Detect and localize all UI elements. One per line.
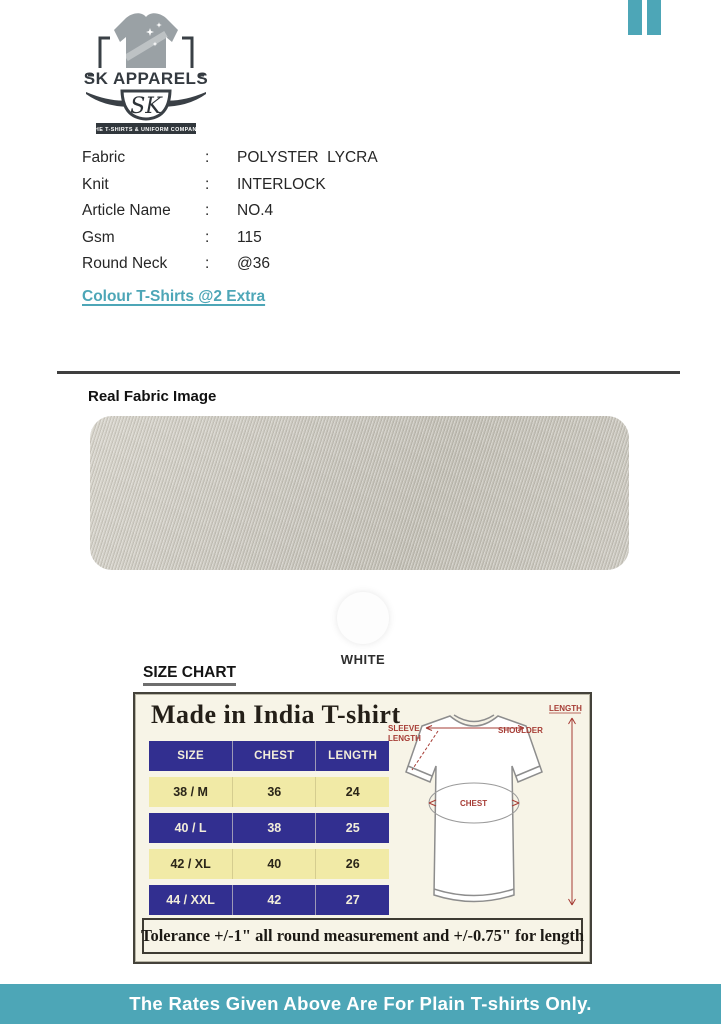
column-header-size: SIZE bbox=[177, 750, 204, 762]
detail-label: Round Neck bbox=[82, 255, 168, 272]
cell-chest: 40 bbox=[232, 849, 315, 879]
brand-monogram: SK bbox=[130, 94, 162, 119]
tshirt-outline-icon bbox=[406, 715, 542, 902]
fabric-section-heading: Real Fabric Image bbox=[88, 388, 217, 405]
size-chart-heading: SIZE CHART bbox=[143, 664, 236, 686]
cell-length: 27 bbox=[315, 885, 389, 915]
cell-length: 24 bbox=[315, 777, 389, 807]
table-row bbox=[149, 813, 389, 843]
footer-banner bbox=[0, 984, 721, 1024]
teal-bar-icon bbox=[628, 0, 642, 35]
section-divider bbox=[57, 371, 680, 374]
detail-label: Fabric bbox=[82, 149, 126, 166]
detail-value: NO.4 bbox=[237, 202, 274, 219]
colour-tshirts-link[interactable]: Colour T-Shirts @2 Extra bbox=[82, 288, 266, 305]
tolerance-note: Tolerance +/-1" all round measurement and +/-0.75" for length bbox=[142, 918, 583, 954]
teal-bar-icon bbox=[647, 0, 661, 35]
tshirt-measurement-diagram bbox=[386, 700, 586, 920]
detail-label: Gsm bbox=[82, 228, 115, 246]
length-label: LENGTH bbox=[549, 704, 582, 713]
column-header-chest: CHEST bbox=[232, 741, 315, 771]
cell-size: 40 / L bbox=[174, 821, 207, 835]
cell-chest: 42 bbox=[232, 885, 315, 915]
color-swatch-white bbox=[337, 592, 389, 644]
detail-separator: : bbox=[205, 228, 210, 246]
brand-logo-graphic bbox=[84, 6, 208, 136]
detail-label: Article Name bbox=[82, 202, 171, 219]
table-row bbox=[149, 777, 389, 807]
cell-chest: 38 bbox=[232, 813, 315, 843]
shoulder-label: SHOULDER bbox=[498, 726, 543, 735]
sleeve-length-label2: LENGTH bbox=[388, 734, 421, 743]
footer-text: The Rates Given Above Are For Plain T-shirts Only. bbox=[129, 993, 592, 1014]
column-header-length: LENGTH bbox=[315, 741, 389, 771]
cell-chest: 36 bbox=[232, 777, 315, 807]
table-header-row bbox=[149, 741, 389, 771]
cell-length: 25 bbox=[315, 813, 389, 843]
table-row bbox=[149, 849, 389, 879]
color-swatch-label: WHITE bbox=[340, 652, 386, 667]
detail-separator: : bbox=[205, 175, 210, 193]
detail-separator: : bbox=[205, 202, 210, 219]
detail-separator: : bbox=[205, 255, 210, 272]
detail-label: Knit bbox=[82, 175, 109, 193]
size-chart-box bbox=[133, 692, 592, 964]
fabric-swatch-image bbox=[90, 416, 629, 570]
tshirt-icon bbox=[114, 13, 178, 70]
sleeve-length-label: SLEEVE bbox=[388, 724, 420, 733]
detail-separator: : bbox=[205, 149, 210, 166]
cell-size: 44 / XXL bbox=[166, 893, 215, 907]
brand-logo bbox=[84, 6, 208, 136]
size-chart-table bbox=[149, 741, 389, 921]
size-chart-title: Made in India T-shirt bbox=[151, 700, 401, 729]
chest-label: CHEST bbox=[460, 799, 488, 808]
cell-size: 42 / XL bbox=[170, 857, 211, 871]
teal-corner-bars-icon bbox=[628, 0, 661, 35]
cell-length: 26 bbox=[315, 849, 389, 879]
detail-value: 115 bbox=[237, 228, 262, 246]
brand-tagline: THE T-SHIRTS & UNIFORM COMPANY bbox=[91, 127, 201, 133]
brand-name: SK APPARELS bbox=[84, 69, 208, 88]
detail-value: @36 bbox=[237, 255, 270, 272]
detail-value: POLYSTER LYCRA bbox=[237, 149, 378, 166]
table-row bbox=[149, 885, 389, 915]
product-details bbox=[82, 150, 378, 273]
detail-value: INTERLOCK bbox=[237, 175, 326, 193]
cell-size: 38 / M bbox=[173, 785, 208, 799]
